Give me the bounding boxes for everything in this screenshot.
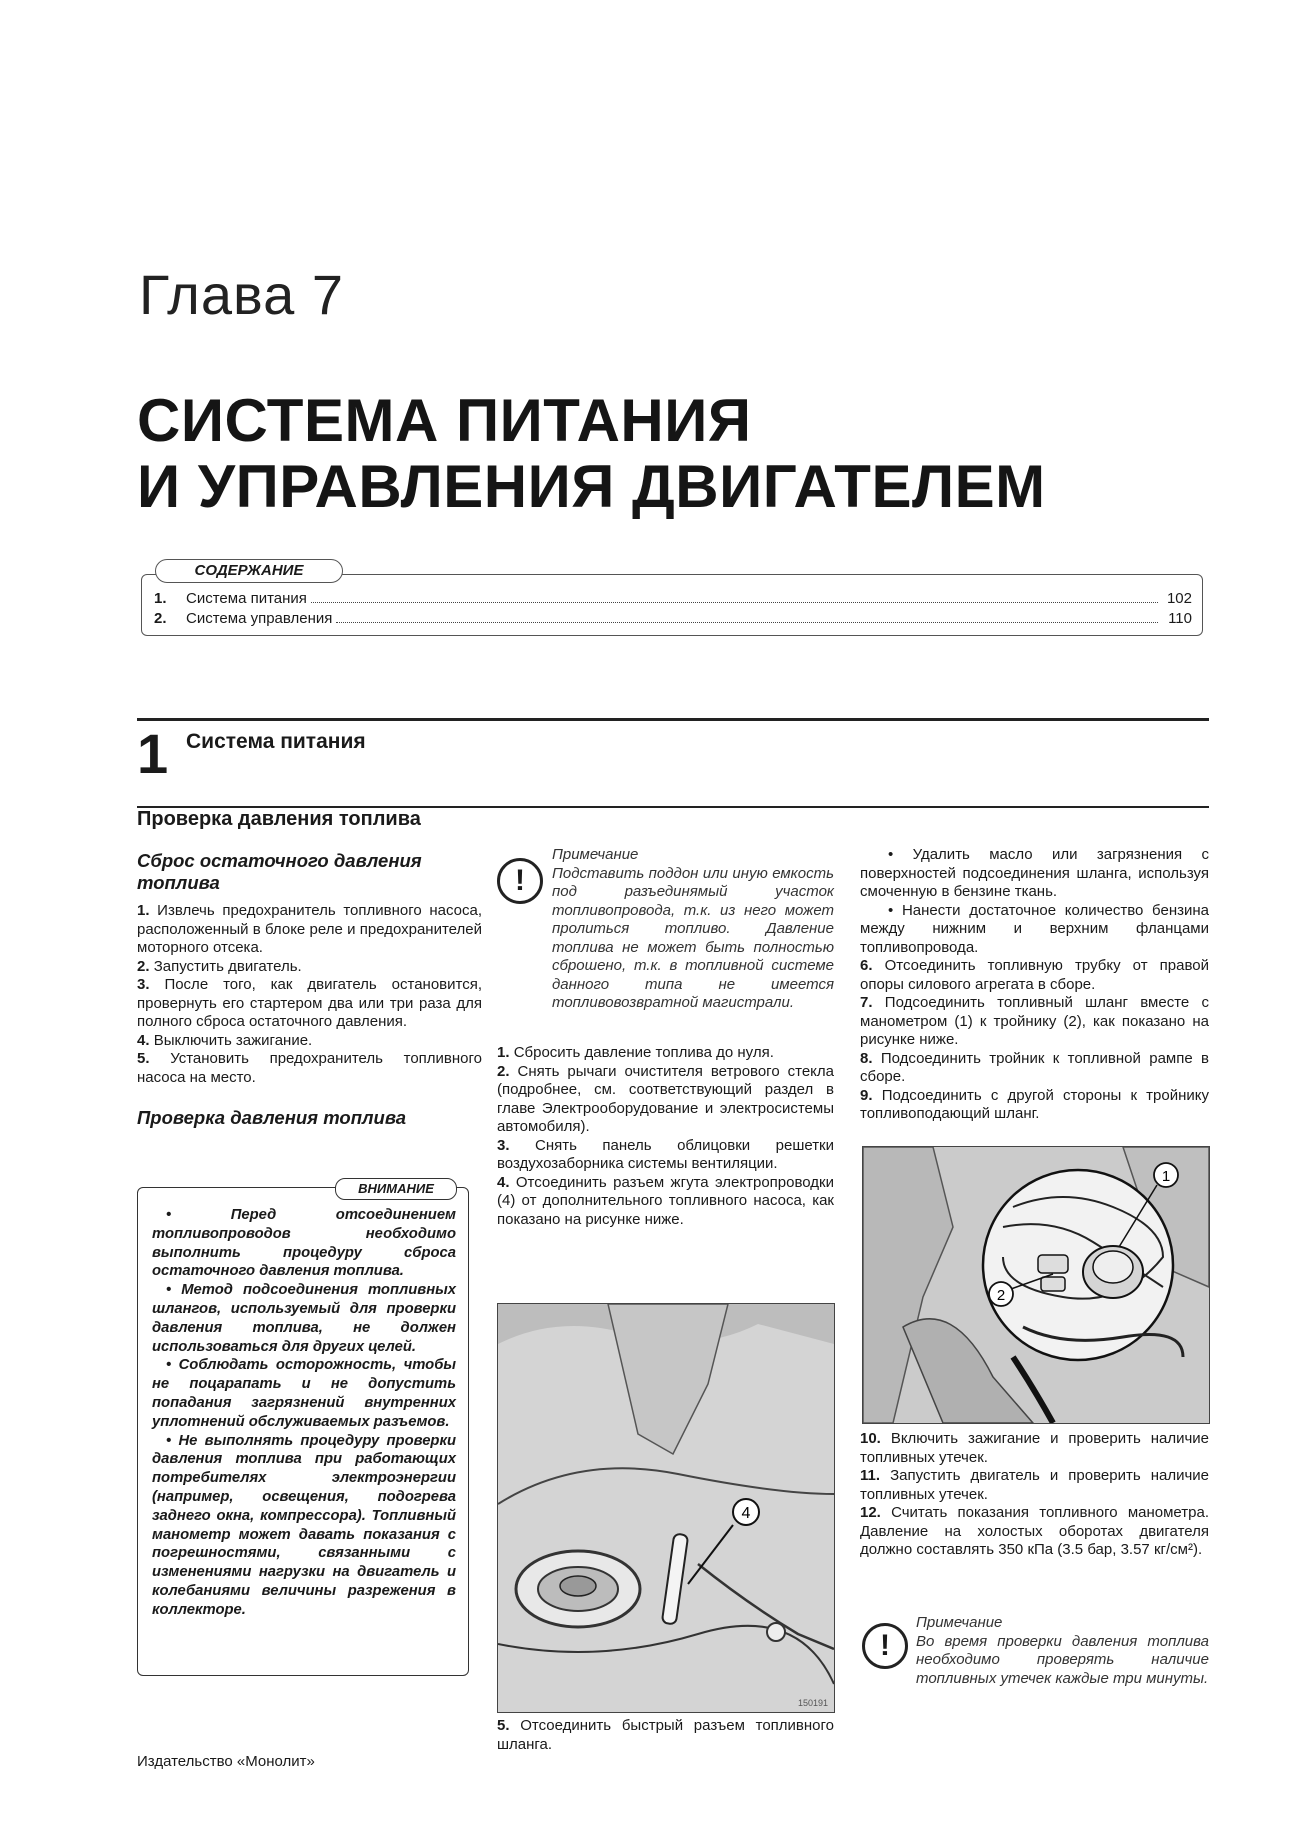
figure-code: 150191 [797, 1698, 828, 1708]
step-number: 5. [497, 1717, 510, 1734]
toc-item-number: 1. [154, 590, 167, 607]
step-item [860, 957, 1209, 994]
warning-item: • Не выполнять процедуру проверки давления топлива при работающих потребителях электроэнергии (например, освещения, подогрева заднего окна, компрессора). Топливный манометр может давать показания с погрешностями, связанными с изменениями нагрузки на двигатель и колебаниями величины разрежения в коллекторе. [152, 1432, 456, 1618]
heading-pressure-check: Проверка давления топлива [137, 1107, 407, 1128]
step-text: После того, как двигатель остановится, провернуть его стартером два или три раза для полного сброса остаточного давления. [137, 976, 482, 1030]
toc-item-label: Система управления [186, 610, 333, 627]
step-number: 10. [860, 1430, 881, 1447]
step-number: 2. [497, 1062, 510, 1080]
fuel-gauge-illustration [863, 1147, 1209, 1423]
toc-leader [311, 602, 1158, 603]
step-number: 1. [137, 902, 150, 919]
note-title: Примечание [916, 1614, 1003, 1631]
step-item [497, 1717, 834, 1754]
chapter-title [137, 388, 1046, 520]
column-2 [497, 1044, 834, 1229]
step-text: Отсоединить быстрый разъем топливного шланга. [497, 1717, 835, 1753]
step-item [137, 902, 482, 958]
subsection-title: Проверка давления топлива [137, 808, 421, 830]
note-title: Примечание [552, 846, 639, 863]
warning-item: • Перед отсоединением топливопроводов необходимо выполнить процедуру сброса остаточного давления топлива. [152, 1207, 456, 1280]
toc-item[interactable] [154, 610, 1192, 630]
exclamation-icon: ! [497, 858, 543, 904]
callout-label: 1 [1161, 1168, 1171, 1185]
step-number: 6. [860, 957, 873, 974]
note-text: Во время проверки давления топлива необходимо проверять наличие топливных утечек каждые три минуты. [916, 1632, 1209, 1687]
engine-bay-illustration [498, 1304, 834, 1712]
warning-content [152, 1206, 456, 1620]
step-number: 3. [497, 1136, 510, 1154]
callout-label: 4 [741, 1505, 751, 1522]
step-text: Считать показания топливного манометра. Давление на холостых оборотах двигателя должно составлять 350 кПа (3.5 бар, 3.57 кг/см²). [860, 1504, 1209, 1558]
warning-label: ВНИМАНИЕ [335, 1178, 457, 1200]
step-number: 4. [497, 1173, 510, 1191]
step-text: Извлечь предохранитель топливного насоса, расположенный в блоке реле и предохранителей моторного отсека. [137, 902, 483, 956]
step-item [497, 1044, 834, 1063]
section-rule [137, 718, 1209, 721]
step-text: Запустить двигатель. [153, 957, 302, 975]
step-text: Выключить зажигание. [153, 1031, 313, 1049]
column-3-continued [860, 1430, 1209, 1560]
toc-item[interactable] [154, 590, 1192, 610]
bullet-item: • Нанести достаточное количество бензина между нижним и верхним фланцами топливопровода. [860, 901, 1209, 956]
toc-item-label: Система питания [186, 590, 307, 607]
step-number: 12. [860, 1504, 881, 1521]
step-number: 5. [137, 1050, 150, 1067]
step-item [860, 1504, 1209, 1560]
step-number: 8. [860, 1049, 873, 1067]
step-number: 3. [137, 976, 150, 993]
warning-box [137, 1187, 469, 1676]
step-item [137, 976, 482, 1032]
step-item [860, 1087, 1209, 1124]
step-text: Запустить двигатель и проверить наличие топливных утечек. [860, 1467, 1210, 1503]
step-item [860, 1050, 1209, 1087]
step-number: 2. [137, 957, 150, 975]
step-text: Отсоединить разъем жгута электропроводки (4) от дополнительного топливного насоса, как показано на рисунке ниже. [497, 1173, 834, 1228]
step-item [497, 1174, 834, 1230]
step-text: Подсоединить топливный шланг вместе с манометром (1) к тройнику (2), как показано на рисунке ниже. [860, 994, 1210, 1048]
step-text: Подсоединить с другой стороны к тройнику топливоподающий шланг. [860, 1086, 1210, 1122]
note-text: Подставить поддон или иную емкость под разъединямый участок топливопровода, т.к. из него может пролиться топливо. Давление топлива не может быть полностью сброшено, т.к. в топливной системе данного типа не имеется топливовозвратной магистрали. [552, 864, 834, 1011]
bullet-item: • Удалить масло или загрязнения с поверхностей подсоединения шланга, используя смоченную в бензине ткань. [860, 846, 1209, 900]
warning-item: • Соблюдать осторожность, чтобы не поцарапать и не допустить попадания загрязнений внутренних уплотнений обслуживаемых разъемов. [152, 1357, 456, 1430]
chapter-title-line-2: И УПРАВЛЕНИЯ ДВИГАТЕЛЕМ [137, 453, 1046, 520]
step-item [497, 1137, 834, 1174]
toc-item-page: 102 [1166, 590, 1192, 607]
step-number: 7. [860, 994, 873, 1011]
step-number: 11. [860, 1467, 881, 1484]
figure-fuel-pump-connector [497, 1303, 835, 1713]
section-title: Система питания [186, 730, 366, 753]
step-5 [497, 1717, 834, 1754]
step-item [860, 1430, 1209, 1467]
step-number: 1. [497, 1044, 510, 1061]
step-text: Включить зажигание и проверить наличие топливных утечек. [860, 1430, 1210, 1466]
step-text: Снять рычаги очистителя ветрового стекла (подробнее, см. соответствующий раздел в главе Электрооборудование и электросистемы автомобиля). [497, 1062, 835, 1135]
step-item [497, 1063, 834, 1137]
step-item [137, 1050, 482, 1087]
step-text: Установить предохранитель топливного насоса на место. [137, 1050, 482, 1086]
step-item [137, 1032, 482, 1051]
toc-item-number: 2. [154, 610, 167, 627]
step-number: 4. [137, 1031, 150, 1049]
step-text: Снять панель облицовки решетки воздухозаборника системы вентиляции. [497, 1136, 835, 1172]
step-text: Сбросить давление топлива до нуля. [513, 1044, 774, 1061]
step-number: 9. [860, 1086, 873, 1104]
toc-label: СОДЕРЖАНИЕ [155, 559, 343, 583]
note-2 [916, 1614, 1209, 1688]
step-item [860, 994, 1209, 1050]
toc-item-page: 110 [1168, 610, 1192, 627]
step-text: Отсоединить топливную трубку от правой опоры силового агрегата в сборе. [860, 957, 1210, 993]
step-text: Подсоединить тройник к топливной рампе в сборе. [860, 1049, 1210, 1085]
toc-box [141, 574, 1203, 636]
note-1 [552, 846, 834, 1013]
figure-fuel-gauge-connection [862, 1146, 1210, 1424]
chapter-title-line-1: СИСТЕМА ПИТАНИЯ [137, 387, 752, 454]
step-item [860, 1467, 1209, 1504]
section-number: 1 [137, 722, 169, 785]
heading-pressure-relief: Сброс остаточного давления топлива [137, 850, 422, 893]
toc-leader [336, 622, 1158, 623]
step-item [137, 958, 482, 977]
column-3 [860, 846, 1209, 1124]
exclamation-icon: ! [862, 1623, 908, 1669]
chapter-label: Глава 7 [139, 263, 344, 326]
callout-label: 2 [996, 1287, 1006, 1304]
column-1 [137, 850, 482, 1137]
warning-item: • Метод подсоединения топливных шлангов, используемый для проверки давления топлива, не должен использоваться для других целей. [152, 1282, 456, 1355]
publisher-footer: Издательство «Монолит» [137, 1753, 315, 1770]
